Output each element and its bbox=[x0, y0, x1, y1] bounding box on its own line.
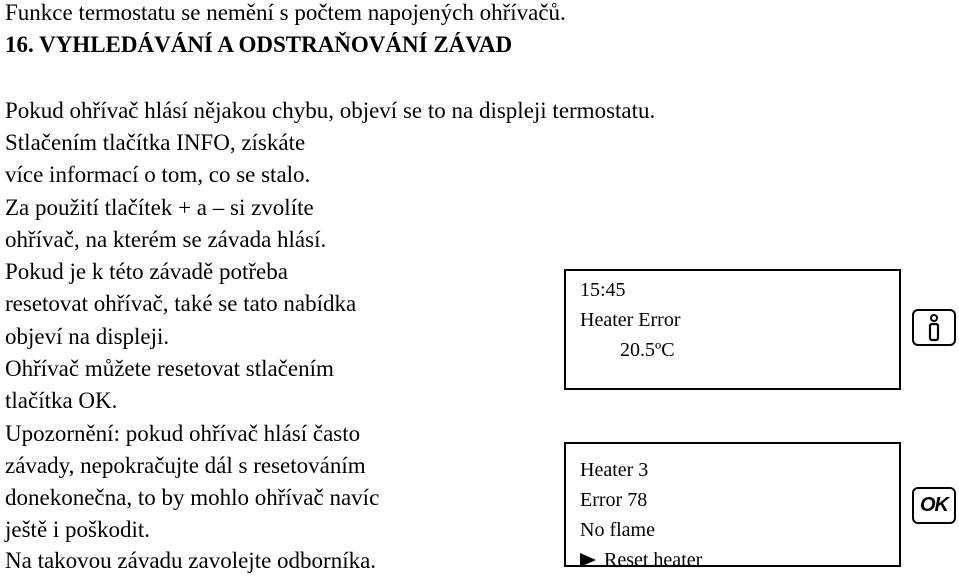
display-error-code: Error 78 bbox=[580, 489, 648, 511]
paragraph-line: Upozornění: pokud ohřívač hlásí často bbox=[5, 421, 361, 446]
paragraph-line: Stlačením tlačítka INFO, získáte bbox=[5, 130, 306, 155]
display-message: No flame bbox=[580, 519, 655, 541]
paragraph-line: ještě i poškodit. bbox=[5, 517, 151, 542]
intro-line: Funkce termostatu se nemění s počtem napojených ohřívačů. bbox=[5, 0, 566, 25]
paragraph-line: Za použití tlačítek + a – si zvolíte bbox=[5, 195, 314, 220]
selection-arrow-icon bbox=[580, 553, 596, 567]
ok-button[interactable] bbox=[912, 487, 956, 524]
paragraph-line: více informací o tom, co se stalo. bbox=[5, 162, 311, 187]
info-icon bbox=[926, 314, 942, 342]
display-status: Heater Error bbox=[580, 309, 681, 331]
paragraph-line: Pokud je k této závadě potřeba bbox=[5, 259, 288, 284]
thermostat-display-error bbox=[564, 442, 901, 567]
paragraph-line: resetovat ohřívač, také se tato nabídka bbox=[5, 291, 357, 316]
paragraph-line: tlačítka OK. bbox=[5, 388, 118, 413]
paragraph-line: Ohřívač můžete resetovat stlačením bbox=[5, 356, 334, 381]
thermostat-display-status bbox=[564, 269, 901, 390]
display-reset-option bbox=[580, 550, 702, 567]
display-temperature: 20.5ºC bbox=[620, 339, 675, 361]
paragraph-line: donekonečna, to by mohlo ohřívač navíc bbox=[5, 485, 380, 510]
paragraph-line: Na takovou závadu zavolejte odborníka. bbox=[5, 548, 377, 573]
section-heading: 16. VYHLEDÁVÁNÍ A ODSTRAŇOVÁNÍ ZÁVAD bbox=[5, 32, 513, 57]
ok-button-label: OK bbox=[920, 494, 948, 516]
info-button[interactable] bbox=[912, 309, 956, 346]
paragraph-line: závady, nepokračujte dál s resetováním bbox=[5, 453, 366, 478]
paragraph-line: ohřívač, na kterém se závada hlásí. bbox=[5, 227, 327, 252]
paragraph-line: Pokud ohřívač hlásí nějakou chybu, objeví se to na displeji termostatu. bbox=[5, 98, 656, 123]
paragraph-line: objeví na displeji. bbox=[5, 324, 170, 349]
display-time: 15:45 bbox=[580, 279, 626, 301]
display-heater: Heater 3 bbox=[580, 459, 649, 481]
reset-heater-label: Reset heater bbox=[604, 549, 703, 567]
